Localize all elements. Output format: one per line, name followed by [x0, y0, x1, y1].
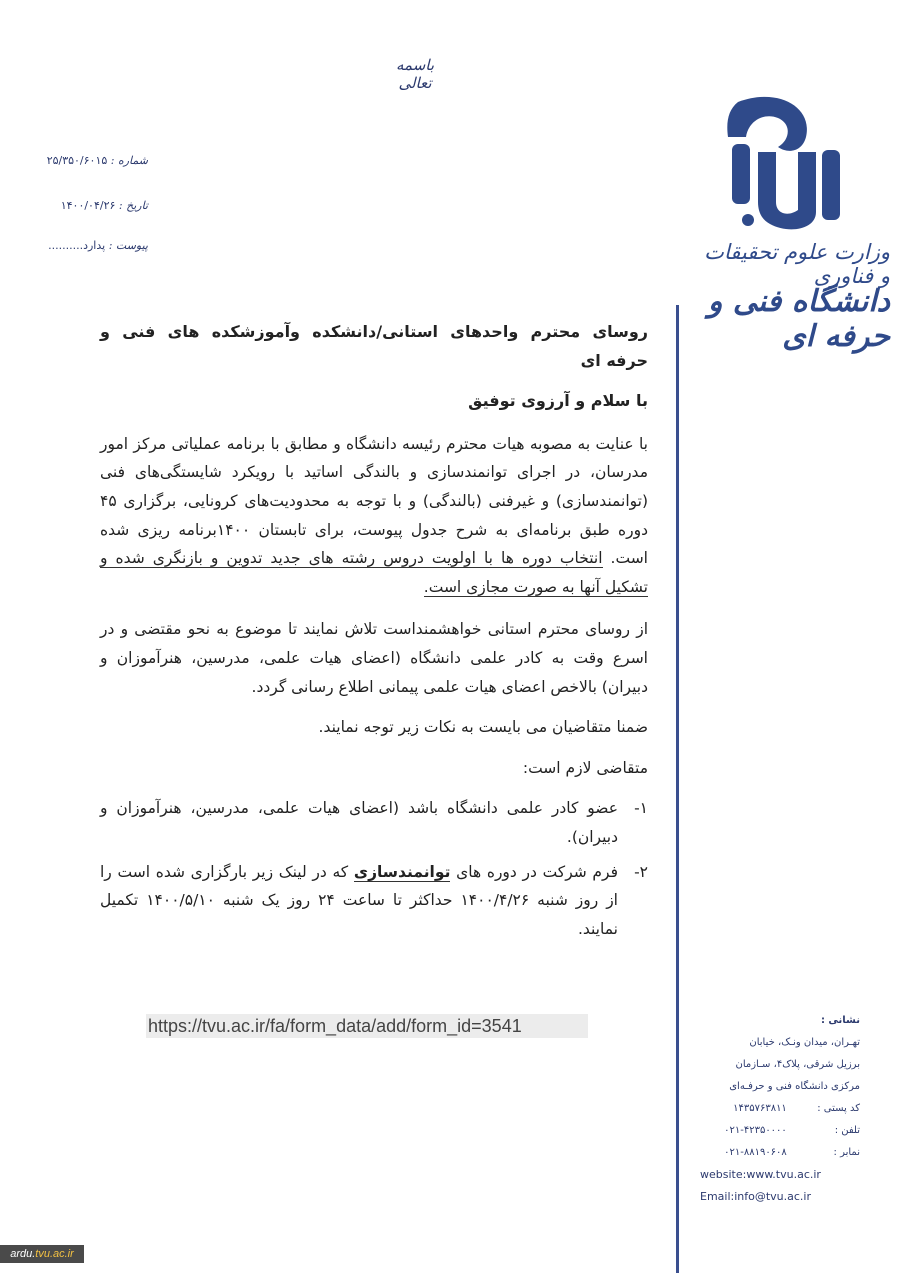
addressee: روسای محترم واحدهای استانی/دانشکده وآموزشکده های فنی و حرفه ای	[100, 322, 648, 370]
basmala: باسمه تعالی	[395, 56, 435, 92]
university-title: دانشگاه فنی و حرفه ای	[707, 284, 890, 354]
postal-code	[700, 1098, 860, 1120]
form-link[interactable]: https://tvu.ac.ir/fa/form_data/add/form_id=3541	[146, 1014, 588, 1038]
paragraph-notes: ضمنا متقاضیان می بایست به نکات زیر توجه نمایند.	[318, 718, 648, 737]
website-link[interactable]: website:www.tvu.ac.ir	[700, 1168, 821, 1181]
fax-label: نمابر :	[833, 1147, 860, 1158]
address-block	[700, 1010, 860, 1208]
ministry-title: وزارت علوم تحقیقات و فناوری	[704, 240, 890, 288]
paragraph-requirements: متقاضی لازم است:	[522, 758, 648, 777]
paragraph-intro	[100, 430, 648, 602]
requirement-item	[100, 794, 648, 851]
letter-attachment	[28, 239, 148, 252]
phone-value: ۰۲۱-۴۲۳۵۰۰۰۰	[724, 1125, 787, 1136]
letter-number	[28, 154, 148, 167]
postal-value: ۱۴۳۵۷۶۳۸۱۱	[733, 1103, 787, 1114]
paragraph-request: از روسای محترم استانی خواهشمنداست تلاش نمایند تا موضوع به نحو مقتضی و در اسرع وقت به کادر علمی دانشگاه (اعضای هیات علمی، مدرسین، هنرآموزان و دبیران) بالاخص اعضای هیات علمی پیمانی اطلاع رسانی گردد.	[100, 620, 648, 696]
requirement-number: ۲-	[634, 862, 648, 881]
requirement-number: ۱-	[634, 799, 648, 818]
margin-rule	[676, 305, 679, 1273]
phone-label: تلفن :	[834, 1125, 860, 1136]
number-label: شماره :	[110, 154, 148, 167]
paragraph-intro-text: با عنایت به مصوبه هیات محترم رئیسه دانشگاه و مطابق با برنامه عملیاتی مرکز امور مدرسان، در اجرای توانمندسازی و بالندگی اساتید با رویکرد شایستگی‌های فنی (توانمندسازی) و غیرفنی (بالندگی) و با توجه به محدودیت‌های کرونایی، برگزاری ۴۵ دوره طبق برنامه‌ای به شرح جدول پیوست، برای تابستان ۱۴۰۰برنامه ریزی شده است.	[100, 434, 648, 568]
email-link[interactable]: Email:info@tvu.ac.ir	[700, 1190, 812, 1203]
requirement-item	[100, 858, 648, 944]
address-title: نشانی :	[820, 1015, 860, 1026]
requirement-text-rest: که در لینک زیر بارگزاری شده است را از روز شنبه ۱۴۰۰/۴/۲۶ حداکثر تا ساعت ۲۴ روز یک شنبه ۱۴۰۰/۵/۱۰ تکمیل نمایند.	[100, 862, 618, 938]
date-value: ۱۴۰۰/۰۴/۲۶	[60, 199, 116, 212]
address-line: برزیل شرقی، پلاک۴، سـازمان	[735, 1059, 860, 1070]
university-logo-icon	[718, 92, 848, 232]
letter-body	[100, 318, 648, 943]
phone	[700, 1120, 860, 1142]
number-value: ۲۵/۳۵۰/۶۰۱۵	[46, 154, 108, 167]
postal-label: کد پستی :	[817, 1103, 860, 1114]
site-badge-domain: tvu.ac.ir	[35, 1248, 74, 1260]
address-line: تهـران، میدان ونـک، خیابان	[749, 1037, 860, 1048]
date-label: تاریخ :	[118, 199, 148, 212]
address-line: مرکزی دانشگاه فنی و حرفـه‌ای	[729, 1081, 860, 1092]
requirement-emphasis: توانمندسازی	[353, 862, 451, 881]
requirement-text: عضو کادر علمی دانشگاه باشد (اعضای هیات علمی، مدرسین، هنرآموزان و دبیران).	[100, 799, 618, 846]
attachment-label: پیوست :	[108, 239, 148, 252]
paragraph-intro-underlined: انتخاب دوره ها با اولویت دروس رشته های جدید تدوین و بازنگری شده و تشکیل آنها به صورت مجازی است.	[100, 549, 648, 596]
attachment-value: پدارد..........	[48, 239, 106, 252]
greeting: با سلام و آرزوی توفیق	[468, 391, 648, 411]
site-badge-prefix: ardu.	[10, 1248, 36, 1260]
site-badge[interactable]	[0, 1245, 84, 1263]
fax	[700, 1142, 860, 1164]
requirement-text: فرم شرکت در دوره های	[450, 862, 618, 881]
fax-value: ۰۲۱-۸۸۱۹۰۶۰۸	[724, 1147, 787, 1158]
letter-date	[28, 199, 148, 212]
